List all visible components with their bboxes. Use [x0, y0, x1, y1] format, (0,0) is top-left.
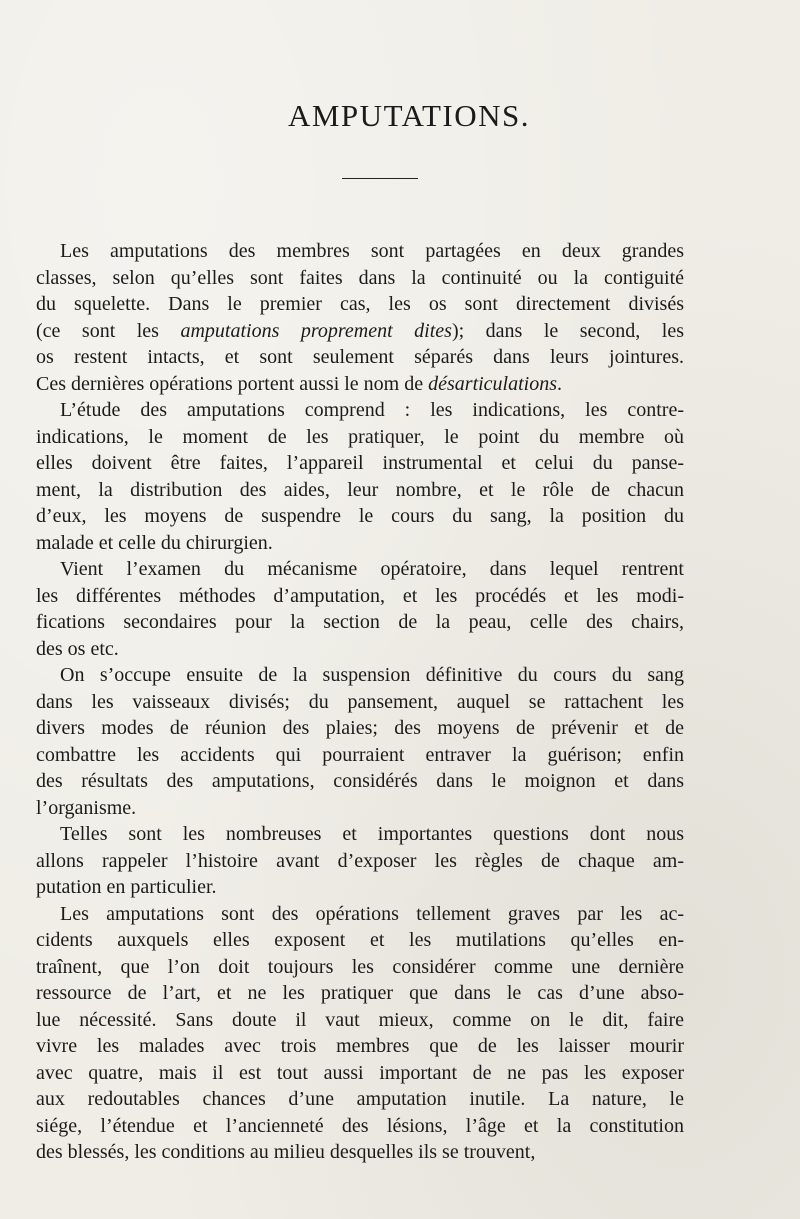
text-line: classes, selon qu’elles sont faites dans la continuité ou la contiguité	[36, 266, 684, 289]
text-line: Les amputations des membres sont partagées en deux grandes	[60, 240, 684, 262]
text-segment: ); dans le second, les	[451, 319, 684, 342]
text-line: aux redoutables chances d’une amputation inutile. La nature, le	[36, 1088, 684, 1110]
italic-term: désarticulations	[428, 372, 558, 395]
text-line: Les amputations sont des opérations tellement graves par les ac-	[60, 902, 684, 925]
text-line: divers modes de réunion des plaies; des moyens de prévenir et de	[36, 717, 684, 739]
text-line: malade et celle du chirurgien.	[36, 531, 273, 554]
body-text	[36, 238, 684, 1166]
text-line: ment, la distribution des aides, leur nombre, et le rôle de chacun	[36, 478, 684, 501]
text-line: des blessés, les conditions au milieu desquelles ils se trouvent,	[36, 1141, 536, 1163]
text-line: du squelette. Dans le premier cas, les os sont directement divisés	[36, 293, 684, 315]
paragraph	[36, 662, 684, 821]
text-line: combattre les accidents qui pourraient entraver la guérison; enfin	[36, 743, 684, 766]
paragraph	[36, 556, 684, 662]
text-line: ressource de l’art, et ne les pratiquer que dans le cas d’une abso-	[36, 982, 684, 1004]
text-line: traînent, que l’on doit toujours les considérer comme une dernière	[36, 955, 684, 978]
text-line: indications, le moment de les pratiquer, le point du membre où	[36, 425, 684, 448]
text-line: dans les vaisseaux divisés; du pansement, auquel se rattachent les	[36, 690, 684, 713]
title-rule	[342, 178, 418, 179]
text-line: Vient l’examen du mécanisme opératoire, dans lequel rentrent	[60, 558, 684, 580]
text-segment: (ce sont les	[36, 319, 181, 342]
text-line: elles doivent être faites, l’appareil instrumental et celui du panse-	[36, 452, 684, 474]
text-line: les différentes méthodes d’amputation, et les procédés et les modi-	[36, 584, 684, 607]
text-line: lue nécessité. Sans doute il vaut mieux, comme on le dit, faire	[36, 1008, 684, 1031]
text-segment: .	[557, 372, 563, 395]
text-line	[36, 318, 684, 345]
text-line: os restent intacts, et sont seulement séparés dans leurs jointures.	[36, 346, 684, 368]
text-line: L’étude des amputations comprend : les indications, les contre-	[60, 399, 684, 421]
text-line: vivre les malades avec trois membres que de les laisser mourir	[36, 1035, 684, 1057]
text-line: Telles sont les nombreuses et importantes questions dont nous	[60, 823, 684, 845]
paragraph	[36, 901, 684, 1166]
italic-term: amputations proprement dites	[180, 319, 452, 342]
text-line: des résultats des amputations, considérés dans le moignon et dans	[36, 770, 684, 792]
text-line: cidents auxquels elles exposent et les mutilations qu’elles en-	[36, 929, 684, 951]
paragraph	[36, 397, 684, 556]
text-line: d’eux, les moyens de suspendre le cours du sang, la position du	[36, 505, 684, 527]
text-line: allons rappeler l’histoire avant d’exposer les règles de chaque am-	[36, 849, 684, 872]
text-line: putation en particulier.	[36, 876, 217, 898]
text-line: l’organisme.	[36, 796, 137, 819]
text-segment: Ces dernières opérations portent aussi le nom de	[36, 372, 429, 395]
text-line: siége, l’étendue et l’ancienneté des lésions, l’âge et la constitution	[36, 1114, 684, 1137]
text-line: fications secondaires pour la section de la peau, celle des chairs,	[36, 611, 684, 633]
paragraph	[36, 238, 684, 397]
text-line: On s’occupe ensuite de la suspension définitive du cours du sang	[60, 664, 684, 686]
page-title: AMPUTATIONS.	[287, 98, 530, 133]
text-line	[36, 371, 684, 398]
paragraph	[36, 821, 684, 901]
text-line: des os etc.	[36, 637, 119, 660]
text-line: avec quatre, mais il est tout aussi important de ne pas les exposer	[36, 1061, 684, 1084]
